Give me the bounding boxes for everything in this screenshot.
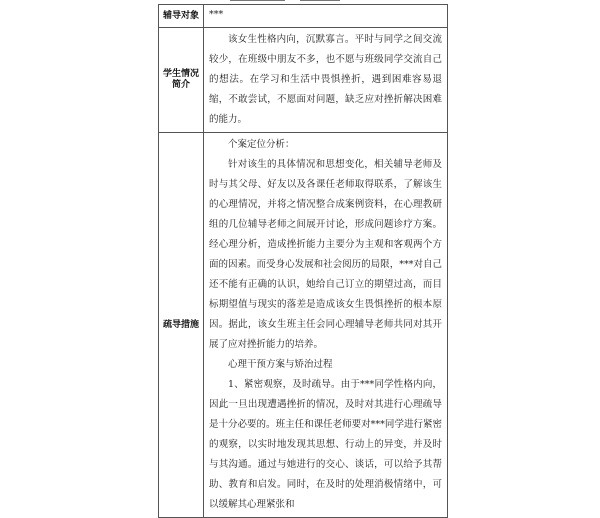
intervention-heading: 心理干预方案与矫治过程	[228, 359, 333, 370]
analysis-paragraph: 针对该生的具体情况和思想变化，相关辅导老师及时与其父母、好友以及各课任老师取得联系，了解该生的心理情况，并将之情况整合成案例资料，在心理教研组的几位辅导老师之间展开讨论，形成问题诊疗方案。经心理分析，造成挫折能力主要分为主观和客观两个方面的因素。而受身心发展和社会阅历的局限，***对自己还不能有正确的认识，她给自己订立的期望过高，而目标期望值与现实的落差是造成该女生畏惧挫折的根本原因。据此，该女生班主任会同心理辅导老师共同对其开展了应对挫折能力的培养。	[209, 159, 442, 350]
profile-text	[204, 28, 448, 133]
row-counseling-target	[159, 5, 448, 28]
measures-label: 疏导措施	[159, 133, 204, 518]
row-counseling-measures	[159, 133, 448, 518]
measures-content	[204, 133, 448, 518]
target-label: 辅导对象	[159, 5, 204, 28]
cut-off-top-line	[300, 0, 340, 1]
row-student-profile	[159, 28, 448, 133]
counseling-record-table	[158, 4, 448, 518]
target-value: ***	[204, 5, 448, 28]
profile-label: 学生情况简介	[159, 28, 204, 133]
intervention-item-1: 1、紧密观察，及时疏导。由于***同学性格内向，因此一旦出现遭遇挫折的情况，及时对其进行心理疏导是十分必要的。班主任和课任老师要对***同学进行紧密的观察，以实时地发现其思想、行动上的异变，并及时与其沟通。通过与她进行的交心、谈话，可以给予其帮助、教育和启发。同时，在及时的处理消极情绪中，可以缓解其心理紧张和	[209, 379, 442, 510]
analysis-heading: 个案定位分析：	[228, 139, 295, 150]
cut-off-top-line	[230, 0, 285, 1]
profile-paragraph: 该女生性格内向，沉默寡言。平时与同学之间交流较少，在班级中朋友不多，也不愿与班级同学交流自己的想法。在学习和生活中畏惧挫折，遇到困难容易退缩，不敢尝试，不愿面对问题，缺乏应对挫折解决困难的能力。	[209, 34, 442, 125]
